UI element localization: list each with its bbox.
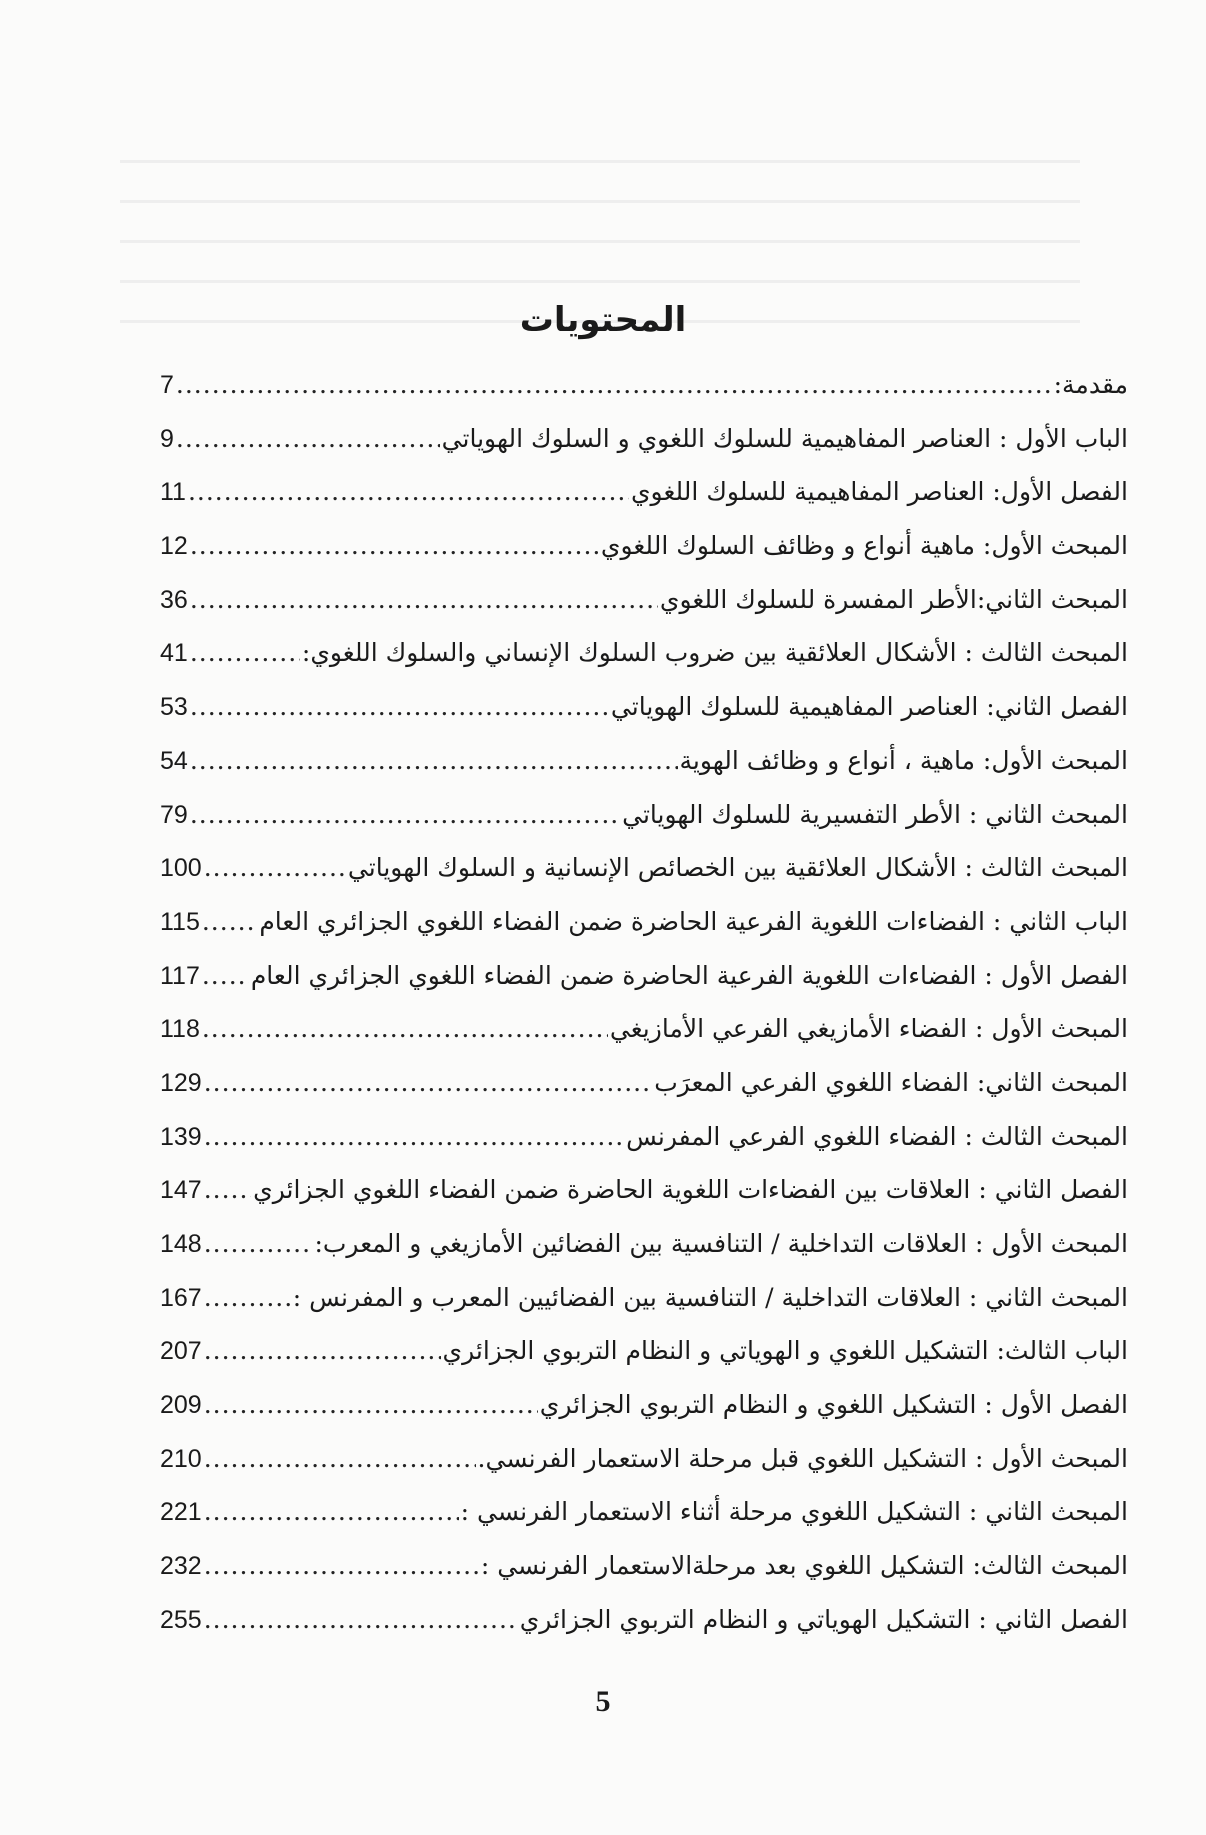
toc-entry-title: المبحث الثالث: التشكيل اللغوي بعد مرحلةالاستعمار الفرنسي : <box>480 1551 1128 1581</box>
toc-entry-page: 147 <box>160 1176 202 1205</box>
dot-leader <box>204 1492 459 1532</box>
toc-entry <box>160 580 1128 634</box>
dot-leader <box>190 795 620 835</box>
dot-leader <box>204 848 346 888</box>
toc-entry-page: 36 <box>160 585 188 614</box>
dot-leader <box>204 1278 291 1318</box>
dot-leader <box>202 1009 608 1049</box>
toc-entry-title: المبحث الأول : الفضاء الأمازيغي الفرعي الأمازيغي <box>609 1014 1128 1044</box>
toc-entry-page: 79 <box>160 800 188 829</box>
toc-entry-title: المبحث الثالث : الأشكال العلائقية بين الخصائص الإنسانية و السلوك الهوياتي <box>347 853 1128 883</box>
toc-entry-title: الفصل الثاني : التشكيل الهوياتي و النظام التربوي الجزائري <box>519 1604 1128 1634</box>
toc-entry <box>160 419 1128 473</box>
toc-entry <box>160 795 1128 849</box>
toc-entry <box>160 633 1128 687</box>
dot-leader <box>190 741 678 781</box>
toc-entry-page: 139 <box>160 1122 202 1151</box>
toc-entry <box>160 1546 1128 1600</box>
dot-leader <box>204 1600 518 1640</box>
toc-entry-title: المبحث الثالث : الأشكال العلائقية بين ضروب السلوك الإنساني والسلوك اللغوي: <box>301 638 1128 668</box>
toc-entry <box>160 902 1128 956</box>
toc-entry-title: الفصل الثاني : العلاقات بين الفضاءات اللغوية الحاضرة ضمن الفضاء اللغوي الجزائري <box>253 1175 1128 1205</box>
toc-entry-page: 54 <box>160 746 188 775</box>
toc-entry-page: 12 <box>160 532 188 561</box>
toc-entry <box>160 1439 1128 1493</box>
toc-entry-page: 148 <box>160 1230 202 1258</box>
toc-entry-page: 7 <box>160 371 174 399</box>
toc-entry-title: المبحث الأول: ماهية أنواع و وظائف السلوك اللغوي <box>600 531 1128 561</box>
toc-entry-page: 167 <box>160 1283 202 1312</box>
toc-entry-page: 210 <box>160 1444 202 1473</box>
toc-entry-page: 9 <box>160 424 174 453</box>
toc-entry <box>160 956 1128 1010</box>
dot-leader <box>204 1117 624 1157</box>
toc-entry-page: 41 <box>160 639 188 668</box>
toc-entry-title: المبحث الأول : العلاقات التداخلية / التنافسية بين الفضائين الأمازيغي و المعرب: <box>314 1229 1128 1258</box>
toc-entry-title: الفصل الأول: العناصر المفاهيمية للسلوك اللغوي <box>630 477 1128 507</box>
page-number: 5 <box>595 1685 611 1718</box>
toc-entry-page: 129 <box>160 1068 202 1097</box>
toc-entry-page: 115 <box>160 907 200 936</box>
toc-entry <box>160 1009 1128 1063</box>
toc-entry-page: 11 <box>160 478 186 507</box>
dot-leader <box>202 902 257 942</box>
toc-entry <box>160 1224 1128 1278</box>
dot-leader <box>204 1224 313 1264</box>
toc-entry-title: الباب الثاني : الفضاءات اللغوية الفرعية الحاضرة ضمن الفضاء اللغوي الجزائري العام <box>259 906 1128 936</box>
toc-entry <box>160 687 1128 741</box>
dot-leader <box>204 1331 441 1371</box>
toc-entry-page: 255 <box>160 1605 202 1634</box>
toc-entry-title: المبحث الثاني : التشكيل اللغوي مرحلة أثناء الاستعمار الفرنسي : <box>460 1497 1128 1527</box>
toc-entry-title: المبحث الثاني : الأطر التفسيرية للسلوك الهوياتي <box>622 799 1128 829</box>
dot-leader <box>190 687 609 727</box>
dot-leader <box>190 633 300 673</box>
toc-entry-title: مقدمة: <box>1053 370 1128 399</box>
dot-leader <box>204 1170 251 1210</box>
dot-leader <box>190 526 599 566</box>
toc-entry <box>160 472 1128 526</box>
toc-entry <box>160 1385 1128 1439</box>
toc-entry <box>160 848 1128 902</box>
toc-entry-page: 207 <box>160 1337 202 1366</box>
toc-entry-page: 100 <box>160 854 202 883</box>
dot-leader <box>204 1063 653 1103</box>
toc-entry-title: الفصل الأول : التشكيل اللغوي و النظام التربوي الجزائري <box>539 1390 1128 1420</box>
toc-entry-title: المبحث الثاني:الأطر المفسرة للسلوك اللغوي <box>659 584 1128 614</box>
toc-entry-title: الفصل الثاني: العناصر المفاهيمية للسلوك الهوياتي <box>610 692 1128 722</box>
toc-entry-title: الباب الأول : العناصر المفاهيمية للسلوك اللغوي و السلوك الهوياتي <box>441 423 1128 453</box>
toc-entry-title: الفصل الأول : الفضاءات اللغوية الفرعية الحاضرة ضمن الفضاء اللغوي الجزائري العام <box>250 960 1128 990</box>
dot-leader <box>176 419 440 459</box>
toc-entry-title: الباب الثالث: التشكيل اللغوي و الهوياتي و النظام التربوي الجزائري <box>442 1336 1128 1366</box>
toc-entry <box>160 1600 1128 1654</box>
dot-leader <box>204 1546 479 1586</box>
toc-entry <box>160 741 1128 795</box>
toc-entry-page: 118 <box>160 1015 200 1044</box>
dot-leader <box>204 1439 476 1479</box>
dot-leader <box>202 956 249 996</box>
toc-entry-title: المبحث الأول: ماهية ، أنواع و وظائف الهوية <box>679 745 1128 775</box>
dot-leader <box>190 580 658 620</box>
page-title: المحتويات <box>519 300 687 340</box>
toc-entry-title: المبحث الثاني : العلاقات التداخلية / التنافسية بين الفضائيين المعرب و المفرنس : <box>292 1282 1128 1312</box>
toc-entry-title: المبحث الأول : التشكيل اللغوي قبل مرحلة الاستعمار الفرنسي. <box>477 1443 1128 1473</box>
table-of-contents <box>160 365 1128 1654</box>
toc-entry <box>160 1170 1128 1224</box>
toc-entry <box>160 1492 1128 1546</box>
toc-entry <box>160 1063 1128 1117</box>
dot-leader <box>176 365 1052 405</box>
toc-entry <box>160 526 1128 580</box>
toc-entry-page: 53 <box>160 693 188 722</box>
toc-entry-page: 209 <box>160 1391 202 1420</box>
dot-leader <box>188 472 629 512</box>
toc-entry-page: 232 <box>160 1552 202 1581</box>
toc-entry-page: 221 <box>160 1498 202 1527</box>
toc-entry <box>160 1278 1128 1332</box>
toc-entry-title: المبحث الثاني: الفضاء اللغوي الفرعي المعرَب <box>654 1067 1128 1097</box>
toc-entry-title: المبحث الثالث : الفضاء اللغوي الفرعي المفرنس <box>626 1121 1128 1151</box>
dot-leader <box>204 1385 538 1425</box>
toc-entry <box>160 1331 1128 1385</box>
toc-entry-page: 117 <box>160 961 200 990</box>
toc-entry <box>160 1117 1128 1171</box>
toc-entry <box>160 365 1128 419</box>
